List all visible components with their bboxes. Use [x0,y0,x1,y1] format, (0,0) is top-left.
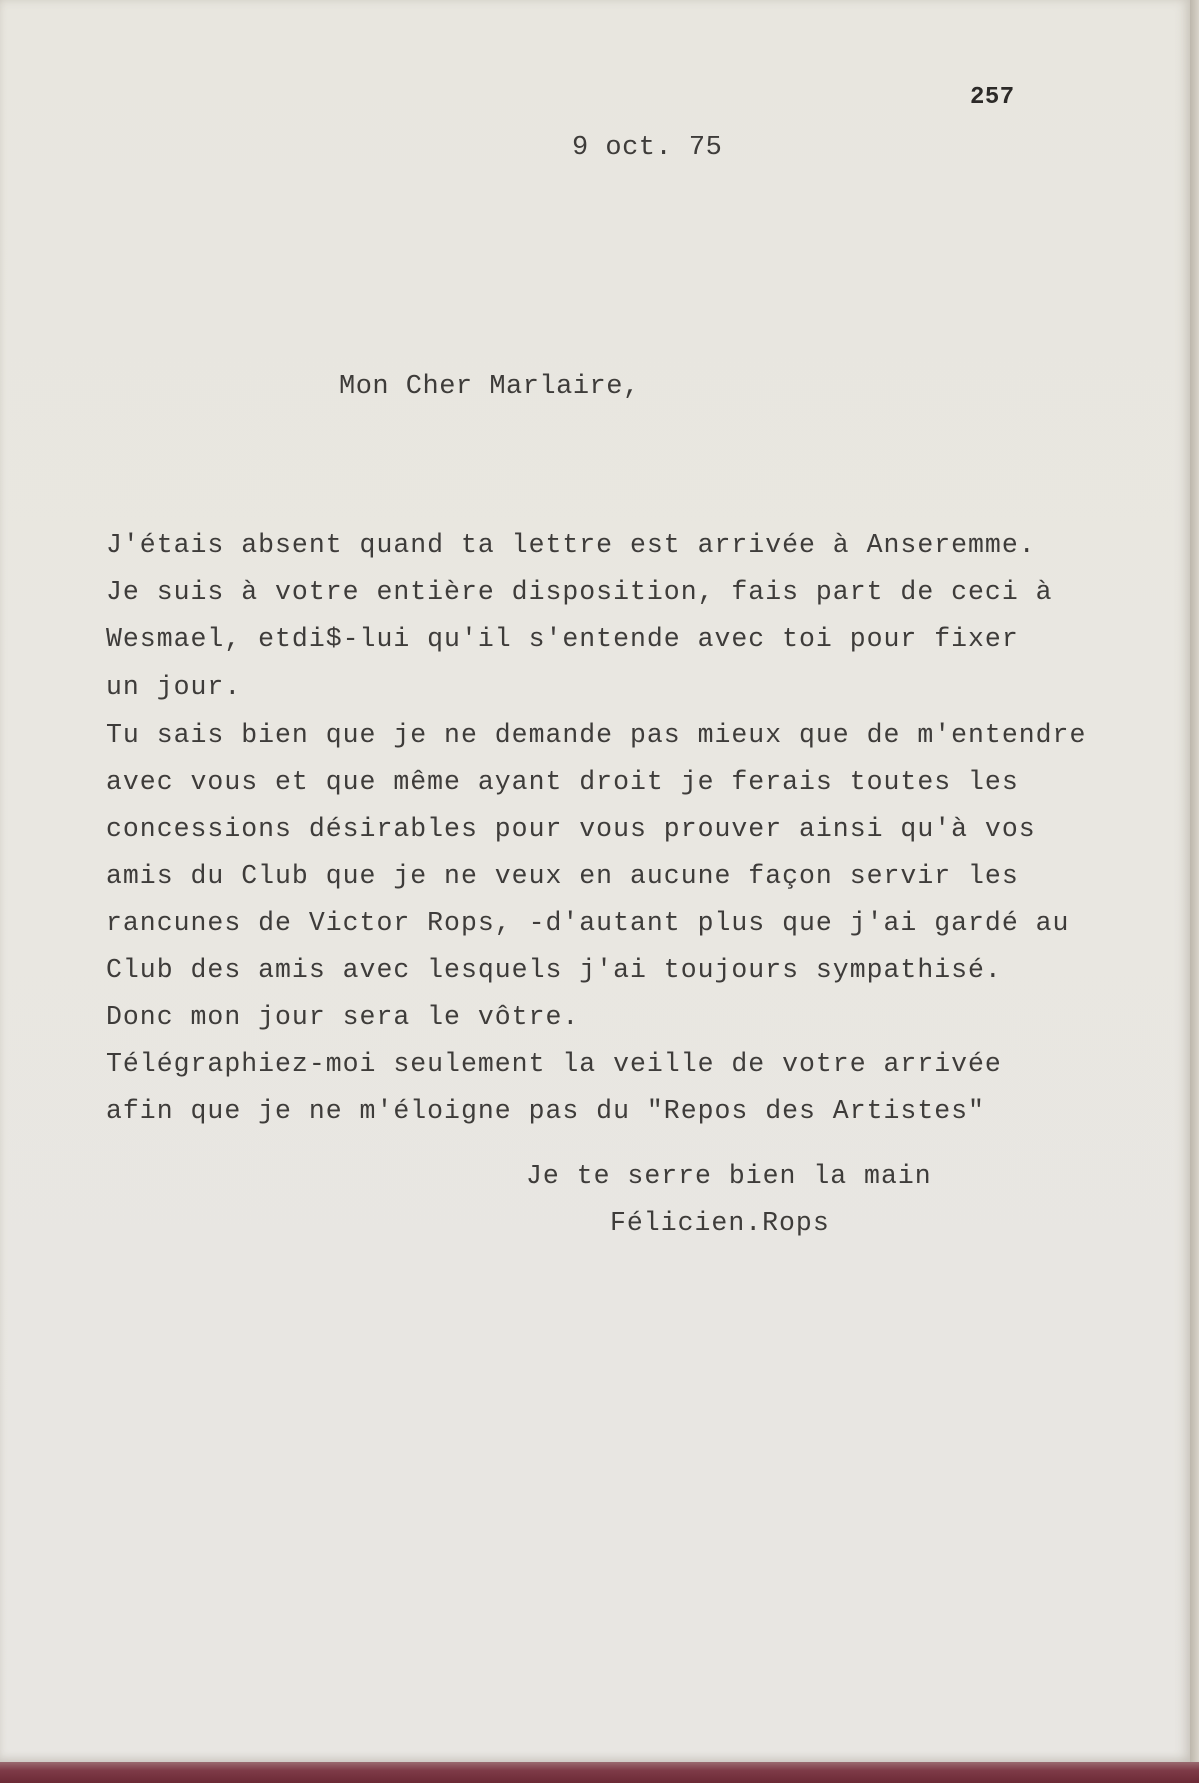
body-line: Télégraphiez-moi seulement la veille de votre arrivée [106,1049,1002,1079]
body-line: amis du Club que je ne veux en aucune façon servir les [106,861,1019,891]
body-line: Wesmael, etdi$-lui qu'il s'entende avec toi pour fixer [106,624,1019,654]
binding-strip [0,1762,1199,1783]
closing-line: Je te serre bien la main [526,1161,932,1191]
salutation: Mon Cher Marlaire, [339,372,640,402]
body-line: Tu sais bien que je ne demande pas mieux que de m'entendre [106,720,1087,750]
body-line: Club des amis avec lesquels j'ai toujours sympathisé. [106,955,1002,985]
body-line: un jour. [106,672,242,702]
body-line: concessions désirables pour vous prouver ainsi qu'à vos [106,814,1036,844]
body-line: J'étais absent quand ta lettre est arrivée à Anseremme. [106,530,1036,560]
signature: Félicien.Rops [610,1208,830,1238]
body-line: Donc mon jour sera le vôtre. [106,1002,580,1032]
page-edge [1190,0,1199,1783]
body-line: Je suis à votre entière disposition, fais part de ceci à [106,577,1053,607]
page-number: 257 [970,84,1015,111]
body-line: rancunes de Victor Rops, -d'autant plus que j'ai gardé au [106,908,1070,938]
body-line: avec vous et que même ayant droit je ferais toutes les [106,767,1019,797]
letter-date: 9 oct. 75 [572,133,723,163]
body-line: afin que je ne m'éloigne pas du "Repos des Artistes" [106,1096,985,1126]
